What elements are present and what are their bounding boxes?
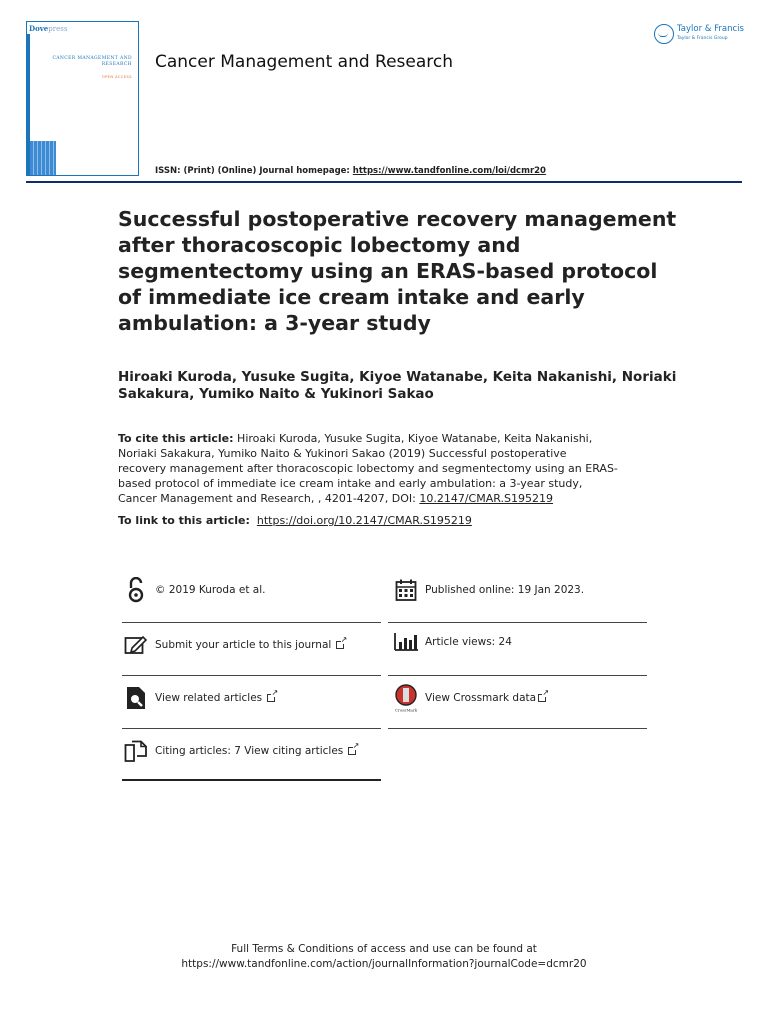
crossmark-badge-text: CrossMark (394, 707, 418, 713)
citation-doi-link[interactable]: 10.2147/CMAR.S195219 (419, 492, 553, 505)
edit-icon (118, 635, 154, 655)
taylor-francis-logo (654, 22, 744, 46)
citation-text: Hiroaki Kuroda, Yusuke Sugita, Kiyoe Watanabe, Keita Nakanishi, Noriaki Sakakura, Yumiko Naito & Yukinori Sakao (2019) Successful postoperative recovery management after thoracoscopic lobectomy and segmentectomy using an ERAS-based protocol of immediate ice cream intake and early ambulation: a 3-year study, Cancer Management and Research, , 4201-4207, DOI: (118, 432, 618, 505)
copyright-text: © 2019 Kuroda et al. (155, 584, 266, 596)
related-articles-row[interactable] (118, 673, 380, 723)
external-link-icon (348, 747, 356, 755)
taylor-francis-logo-icon (654, 24, 674, 44)
copyright-row (118, 565, 380, 615)
external-link-icon (336, 641, 344, 649)
article-views-row (388, 617, 648, 667)
article-doi-link[interactable]: https://doi.org/10.2147/CMAR.S195219 (256, 514, 472, 527)
published-row (388, 565, 648, 615)
article-link-line (118, 514, 472, 527)
footer-terms-text: Full Terms & Conditions of access and use can be found at (231, 943, 537, 955)
submit-article-link[interactable]: Submit your article to this journal (155, 639, 332, 651)
published-date: Published online: 19 Jan 2023. (425, 584, 585, 596)
cover-open-access: OPEN ACCESS (101, 75, 132, 79)
crossmark-row[interactable] (388, 673, 648, 723)
footer-terms-link[interactable]: https://www.tandfonline.com/action/journalInformation?journalCode=dcmr20 (181, 958, 587, 970)
issn-line (155, 166, 546, 176)
open-access-icon (118, 577, 154, 603)
journal-homepage-link[interactable]: https://www.tandfonline.com/loi/dcmr20 (352, 166, 546, 176)
tf-logo-name: Taylor & Francis (677, 24, 744, 34)
header-rule (26, 181, 742, 183)
calendar-icon (388, 579, 424, 601)
cover-title: CANCER MANAGEMENT AND RESEARCH (52, 56, 132, 67)
citing-articles-link[interactable]: Citing articles: 7 View citing articles (155, 745, 344, 757)
citation-label: To cite this article: (118, 432, 234, 445)
cover-publisher: Dovepress (29, 24, 68, 33)
article-views-count: Article views: 24 (425, 636, 512, 648)
citation-block (118, 431, 618, 506)
article-authors: Hiroaki Kuroda, Yusuke Sugita, Kiyoe Watanabe, Keita Nakanishi, Noriaki Sakakura, Yumiko Naito & Yukinori Sakao (118, 369, 677, 402)
issn-text: ISSN: (Print) (Online) Journal homepage: (155, 166, 353, 176)
crossmark-link[interactable]: View Crossmark data (425, 692, 537, 704)
citing-articles-icon (118, 740, 154, 762)
journal-cover-image (26, 21, 139, 176)
divider (388, 728, 647, 729)
divider (122, 779, 381, 781)
link-label: To link to this article: (118, 514, 250, 527)
related-search-icon (118, 686, 154, 710)
citing-articles-row[interactable] (118, 726, 380, 776)
external-link-icon (538, 694, 546, 702)
bar-chart-icon (388, 633, 424, 651)
external-link-icon (267, 694, 275, 702)
related-articles-link[interactable]: View related articles (155, 692, 263, 704)
article-title: Successful postoperative recovery management after thoracoscopic lobectomy and segmentectomy using an ERAS-based protocol of immediate ice cream intake and early ambulation: a 3-year study (118, 207, 677, 335)
crossmark-icon (388, 683, 424, 713)
tf-logo-sub: Taylor & Francis Group (677, 36, 728, 41)
submit-article-row[interactable] (118, 620, 380, 670)
cover-graphic (30, 141, 56, 175)
journal-title: Cancer Management and Research (155, 52, 454, 72)
